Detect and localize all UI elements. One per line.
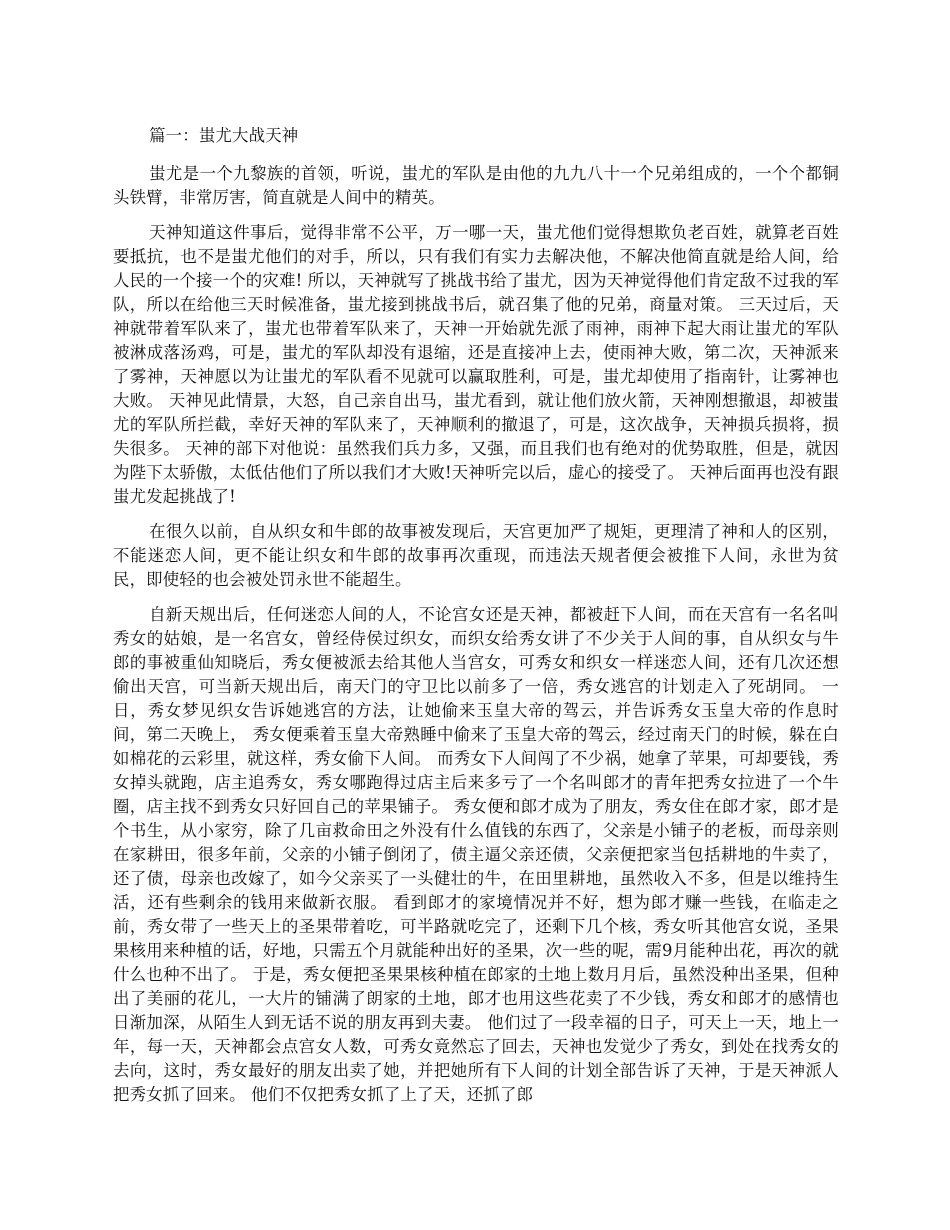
paragraph-3: 在很久以前，自从织女和牛郎的故事被发现后，天宫更加严了规矩，更理清了神和人的区别，不能迷恋人间，更不能让织女和牛郎的故事再次重现，而违法天规者便会被推下人间，永世为贫民，即使轻的也会被处罚永世不能超生。 bbox=[113, 522, 839, 589]
paragraph-2: 天神知道这件事后，觉得非常不公平，万一哪一天，蚩尤他们觉得想欺负老百姓，就算老百姓要抵抗，也不是蚩尤他们的对手，所以，只有我们有实力去解决他，不解决他简直就是给人间，给人民的一个接一个的灾难! 所以，天神就写了挑战书给了蚩尤，因为天神觉得他们肯定敌不过我的军队，所以在给他三天时候准备，蚩尤接到挑战书后，就召集了他的兄弟，商量对策。 三天过后，天神就带着军队来了，蚩尤也带着军队来了，天神一开始就先派了雨神，雨神下起大雨让蚩尤的军队被淋成落汤鸡，可是，蚩尤的军队却没有退缩，还是直接冲上去，使雨神大败，第二次，天神派来了雾神，天神愿以为让蚩尤的军队看不见就可以赢取胜利，可是，蚩尤却使用了指南针，让雾神也大败。 天神见此情景，大怒，自己亲自出马，蚩尤看到，就让他们放火箭，天神刚想撤退，却被蚩尤的军队所拦截，幸好天神的军队来了，天神顺利的撤退了，可是，这次战争，天神损兵损将，损失很多。 天神的部下对他说：虽然我们兵力多，又强，而且我们也有绝对的优势取胜，但是，就因为陛下太骄傲，太低估他们了所以我们才大败!天神听完以后，虚心的接受了。 天神后面再也没有跟蚩尤发起挑战了! bbox=[113, 223, 839, 506]
section-heading: 篇一：蚩尤大战天神 bbox=[149, 126, 299, 145]
document-page bbox=[113, 124, 839, 1118]
paragraph-4: 自新天规出后，任何迷恋人间的人，不论宫女还是天神，都被赶下人间，而在天宫有一名名叫秀女的姑娘，是一名宫女，曾经侍侯过织女，而织女给秀女讲了不少关于人间的事，自从织女与牛郎的事被重仙知晓后，秀女便被派去给其他人当宫女，可秀女和织女一样迷恋人间，还有几次还想偷出天宫，可当新天规出后，南天门的守卫比以前多了一倍，秀女逃宫的计划走入了死胡同。 一日，秀女梦见织女告诉她逃宫的方法，让她偷来玉皇大帝的驾云，并告诉秀女玉皇大帝的作息时间，第二天晚上， 秀女便乘着玉皇大帝熟睡中偷来了玉皇大帝的驾云，经过南天门的时候，躲在白如棉花的云彩里，就这样，秀女偷下人间。 而秀女下人间闯了不少祸，她拿了苹果，可却要钱，秀女掉头就跑，店主追秀女，秀女哪跑得过店主后来多亏了一个名叫郎才的青年把秀女拉进了一个牛圈，店主找不到秀女只好回自己的苹果铺子。 秀女便和郎才成为了朋友，秀女住在郎才家，郎才是个书生，从小家穷，除了几亩救命田之外没有什么值钱的东西了，父亲是小铺子的老板，而母亲则在家耕田，很多年前，父亲的小铺子倒闭了，债主逼父亲还债，父亲便把家当包括耕地的牛卖了，还了债，母亲也改嫁了，如今父亲买了一头健壮的牛，在田里耕地，虽然收入不多，但是以维持生活，还有些剩余的钱用来做新衣服。 看到郎才的家境情况并不好，想为郎才赚一些钱，在临走之前，秀女带了一些天上的圣果带着吃，可半路就吃完了，还剩下几个核，秀女听其他宫女说，圣果果核用来种植的话，好地，只需五个月就能种出好的圣果，次一些的呢，需9月能种出花，再次的就什么也种不出了。 于是，秀女便把圣果果核种植在郎家的土地上数月月后，虽然没种出圣果，但种出了美丽的花儿，一大片的铺满了朗家的土地，郎才也用这些花卖了不少钱，秀女和郎才的感情也日渐加深，从陌生人到无话不说的朋友再到夫妻。 他们过了一段幸福的日子，可天上一天，地上一年，每一天，天神都会点宫女人数，可秀女竟然忘了回去，天神也发觉少了秀女，到处在找秀女的去向，这时，秀女最好的朋友出卖了她，并把她所有下人间的计划全部告诉了天神，于是天神派人把秀女抓了回来。 他们不仅把秀女抓了上了天，还抓了郎 bbox=[113, 605, 839, 1104]
paragraph-1: 蚩尤是一个九黎族的首领，听说，蚩尤的军队是由他的九九八十一个兄弟组成的，一个个都铜头铁臂，非常厉害，简直就是人间中的精英。 bbox=[113, 164, 839, 207]
